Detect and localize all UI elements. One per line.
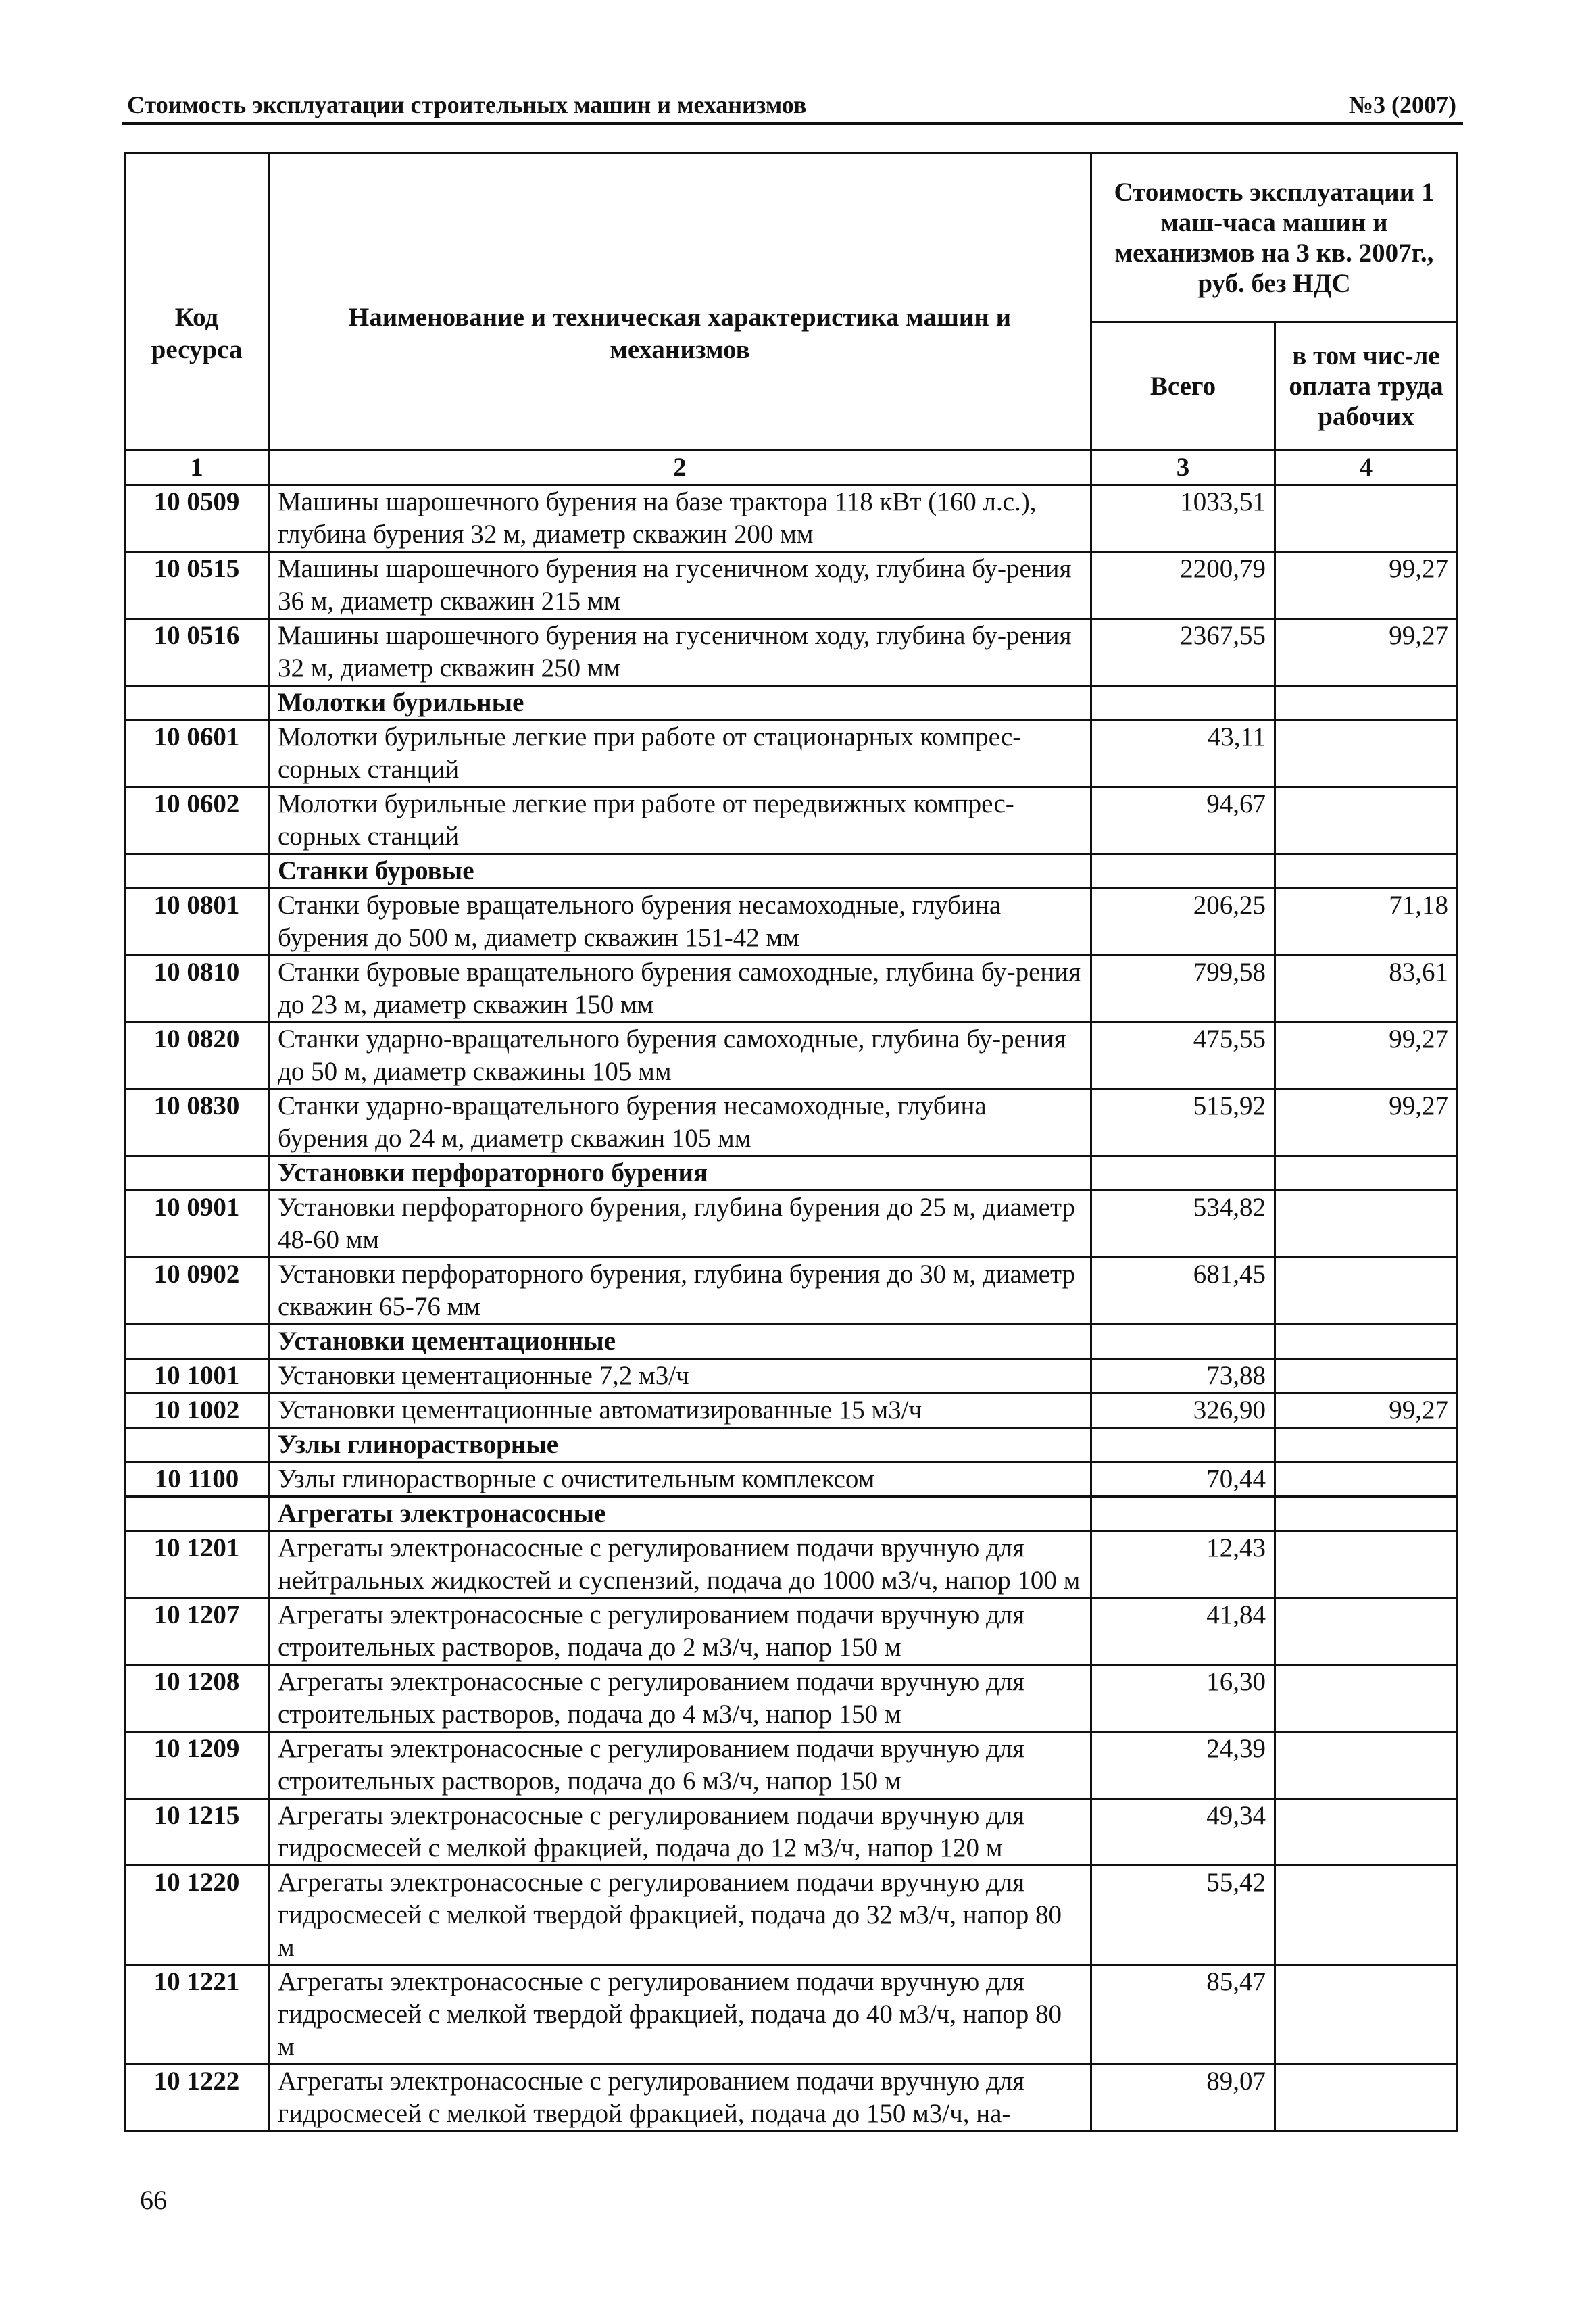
- table-row: [125, 1393, 1458, 1428]
- machine-name-cell: Станки ударно-вращательного бурения несамоходные, глубина бурения до 24 м, диаметр скважин 105 мм: [269, 1089, 1091, 1156]
- group-heading-row: [125, 1497, 1458, 1531]
- table-row: [125, 956, 1458, 1022]
- machine-name-cell: Молотки бурильные легкие при работе от передвижных компрес-сорных станций: [269, 787, 1091, 854]
- resource-code-cell: [125, 1497, 269, 1531]
- machine-name-cell: Установки цементационные 7,2 м3/ч: [269, 1359, 1091, 1393]
- resource-code-cell: 10 0509: [125, 485, 269, 552]
- labor-cost-cell: [1275, 787, 1458, 854]
- total-cost-cell: 206,25: [1091, 889, 1275, 956]
- resource-code-cell: 10 1209: [125, 1732, 269, 1799]
- machine-name-cell: Станки буровые: [269, 854, 1091, 889]
- labor-cost-cell: [1275, 854, 1458, 889]
- total-cost-cell: 89,07: [1091, 2065, 1275, 2131]
- total-cost-cell: 73,88: [1091, 1359, 1275, 1393]
- labor-cost-cell: [1275, 686, 1458, 720]
- total-cost-cell: 43,11: [1091, 720, 1275, 787]
- table-row: [125, 1191, 1458, 1258]
- labor-cost-cell: [1275, 1428, 1458, 1462]
- group-heading-row: [125, 1325, 1458, 1359]
- resource-code-cell: 10 1002: [125, 1393, 269, 1428]
- labor-cost-cell: [1275, 1965, 1458, 2065]
- total-cost-cell: 1033,51: [1091, 485, 1275, 552]
- group-heading-row: [125, 1428, 1458, 1462]
- machine-name-cell: Агрегаты электронасосные с регулированием подачи вручную для строительных растворов, подача до 6 м3/ч, напор 150 м: [269, 1732, 1091, 1799]
- table-body: [125, 485, 1458, 2131]
- total-cost-cell: 326,90: [1091, 1393, 1275, 1428]
- table-row: [125, 1462, 1458, 1497]
- labor-cost-cell: 99,27: [1275, 1089, 1458, 1156]
- total-cost-cell: 681,45: [1091, 1258, 1275, 1325]
- labor-cost-cell: 99,27: [1275, 1022, 1458, 1089]
- total-cost-cell: 49,34: [1091, 1799, 1275, 1866]
- total-cost-cell: 55,42: [1091, 1866, 1275, 1965]
- header-total: Всего: [1091, 322, 1275, 451]
- machine-name-cell: Установки цементационные: [269, 1325, 1091, 1359]
- resource-code-cell: [125, 686, 269, 720]
- labor-cost-cell: [1275, 1462, 1458, 1497]
- resource-code-cell: [125, 1428, 269, 1462]
- labor-cost-cell: [1275, 1191, 1458, 1258]
- machine-name-cell: Агрегаты электронасосные с регулированием подачи вручную для гидросмесей с мелкой твердой фракцией, подача до 150 м3/ч, на-: [269, 2065, 1091, 2131]
- machine-name-cell: Молотки бурильные легкие при работе от стационарных компрес-сорных станций: [269, 720, 1091, 787]
- resource-code-cell: 10 1222: [125, 2065, 269, 2131]
- labor-cost-cell: 99,27: [1275, 1393, 1458, 1428]
- total-cost-cell: [1091, 1428, 1275, 1462]
- total-cost-cell: 534,82: [1091, 1191, 1275, 1258]
- labor-cost-cell: 99,27: [1275, 552, 1458, 619]
- machine-name-cell: Станки буровые вращательного бурения самоходные, глубина бу-рения до 23 м, диаметр скважин 150 мм: [269, 956, 1091, 1022]
- total-cost-cell: 24,39: [1091, 1732, 1275, 1799]
- resource-code-cell: 10 0801: [125, 889, 269, 956]
- machine-cost-table: [124, 152, 1458, 2132]
- labor-cost-cell: [1275, 1258, 1458, 1325]
- total-cost-cell: 475,55: [1091, 1022, 1275, 1089]
- labor-cost-cell: [1275, 1359, 1458, 1393]
- labor-cost-cell: [1275, 1665, 1458, 1732]
- resource-code-cell: 10 1201: [125, 1531, 269, 1598]
- column-number-row: [125, 451, 1458, 485]
- table-row: [125, 1359, 1458, 1393]
- header-labor-cost: в том чис-ле оплата труда рабочих: [1275, 322, 1458, 451]
- machine-name-cell: Агрегаты электронасосные с регулированием подачи вручную для нейтральных жидкостей и суспензий, подача до 1000 м3/ч, напор 100 м: [269, 1531, 1091, 1598]
- machine-name-cell: Агрегаты электронасосные с регулированием подачи вручную для строительных растворов, подача до 4 м3/ч, напор 150 м: [269, 1665, 1091, 1732]
- running-header: [122, 88, 1463, 125]
- machine-name-cell: Установки перфораторного бурения, глубина бурения до 30 м, диаметр скважин 65-76 мм: [269, 1258, 1091, 1325]
- resource-code-cell: 10 1100: [125, 1462, 269, 1497]
- group-heading-row: [125, 1156, 1458, 1191]
- resource-code-cell: 10 0810: [125, 956, 269, 1022]
- resource-code-cell: 10 0830: [125, 1089, 269, 1156]
- total-cost-cell: 94,67: [1091, 787, 1275, 854]
- labor-cost-cell: [1275, 1866, 1458, 1965]
- table-row: [125, 619, 1458, 686]
- resource-code-cell: 10 0902: [125, 1258, 269, 1325]
- total-cost-cell: 41,84: [1091, 1598, 1275, 1665]
- labor-cost-cell: [1275, 1156, 1458, 1191]
- total-cost-cell: 12,43: [1091, 1531, 1275, 1598]
- labor-cost-cell: [1275, 1598, 1458, 1665]
- resource-code-cell: 10 0601: [125, 720, 269, 787]
- machine-name-cell: Молотки бурильные: [269, 686, 1091, 720]
- total-cost-cell: 2200,79: [1091, 552, 1275, 619]
- resource-code-cell: 10 0602: [125, 787, 269, 854]
- resource-code-cell: 10 0820: [125, 1022, 269, 1089]
- resource-code-cell: 10 0901: [125, 1191, 269, 1258]
- column-number: 4: [1275, 451, 1458, 485]
- machine-name-cell: Агрегаты электронасосные: [269, 1497, 1091, 1531]
- resource-code-cell: [125, 854, 269, 889]
- resource-code-cell: [125, 1156, 269, 1191]
- table-row: [125, 1022, 1458, 1089]
- resource-code-cell: 10 1208: [125, 1665, 269, 1732]
- total-cost-cell: [1091, 1497, 1275, 1531]
- header-operating-cost: Стоимость эксплуатации 1 маш-часа машин и механизмов на 3 кв. 2007г., руб. без НДС: [1091, 153, 1458, 322]
- issue-number: №3 (2007): [1348, 91, 1456, 118]
- machine-name-cell: Агрегаты электронасосные с регулированием подачи вручную для строительных растворов, подача до 2 м3/ч, напор 150 м: [269, 1598, 1091, 1665]
- header-machine-name: Наименование и техническая характеристика машин и механизмов: [269, 153, 1091, 451]
- total-cost-cell: [1091, 854, 1275, 889]
- machine-name-cell: Машины шарошечного бурения на гусеничном ходу, глубина бу-рения 36 м, диаметр скважин 215 мм: [269, 552, 1091, 619]
- machine-name-cell: Машины шарошечного бурения на гусеничном ходу, глубина бу-рения 32 м, диаметр скважин 250 мм: [269, 619, 1091, 686]
- table-row: [125, 1089, 1458, 1156]
- machine-name-cell: Узлы глинорастворные с очистительным комплексом: [269, 1462, 1091, 1497]
- table-row: [125, 1531, 1458, 1598]
- table-row: [125, 889, 1458, 956]
- labor-cost-cell: [1275, 485, 1458, 552]
- machine-name-cell: Машины шарошечного бурения на базе трактора 118 кВт (160 л.с.), глубина бурения 32 м, диаметр скважин 200 мм: [269, 485, 1091, 552]
- column-number: 2: [269, 451, 1091, 485]
- total-cost-cell: 515,92: [1091, 1089, 1275, 1156]
- table-row: [125, 1598, 1458, 1665]
- resource-code-cell: 10 1221: [125, 1965, 269, 2065]
- table-row: [125, 485, 1458, 552]
- group-heading-row: [125, 686, 1458, 720]
- total-cost-cell: 2367,55: [1091, 619, 1275, 686]
- table-row: [125, 1965, 1458, 2065]
- machine-name-cell: Установки цементационные автоматизированные 15 м3/ч: [269, 1393, 1091, 1428]
- table-row: [125, 720, 1458, 787]
- labor-cost-cell: 83,61: [1275, 956, 1458, 1022]
- machine-name-cell: Агрегаты электронасосные с регулированием подачи вручную для гидросмесей с мелкой твердой фракцией, подача до 40 м3/ч, напор 80 м: [269, 1965, 1091, 2065]
- labor-cost-cell: [1275, 1325, 1458, 1359]
- column-number: 3: [1091, 451, 1275, 485]
- group-heading-row: [125, 854, 1458, 889]
- total-cost-cell: [1091, 686, 1275, 720]
- machine-name-cell: Агрегаты электронасосные с регулированием подачи вручную для гидросмесей с мелкой фракцией, подача до 12 м3/ч, напор 120 м: [269, 1799, 1091, 1866]
- resource-code-cell: [125, 1325, 269, 1359]
- machine-name-cell: Станки буровые вращательного бурения несамоходные, глубина бурения до 500 м, диаметр скважин 151-42 мм: [269, 889, 1091, 956]
- page-number: 66: [140, 2185, 167, 2215]
- header-resource-code: Код ресурса: [125, 153, 269, 451]
- table-row: [125, 1665, 1458, 1732]
- machine-name-cell: Узлы глинорастворные: [269, 1428, 1091, 1462]
- total-cost-cell: 799,58: [1091, 956, 1275, 1022]
- machine-name-cell: Агрегаты электронасосные с регулированием подачи вручную для гидросмесей с мелкой твердой фракцией, подача до 32 м3/ч, напор 80 м: [269, 1866, 1091, 1965]
- resource-code-cell: 10 1220: [125, 1866, 269, 1965]
- total-cost-cell: 16,30: [1091, 1665, 1275, 1732]
- table-row: [125, 2065, 1458, 2131]
- resource-code-cell: 10 1207: [125, 1598, 269, 1665]
- machine-name-cell: Станки ударно-вращательного бурения самоходные, глубина бу-рения до 50 м, диаметр скважины 105 мм: [269, 1022, 1091, 1089]
- labor-cost-cell: [1275, 2065, 1458, 2131]
- table-row: [125, 1866, 1458, 1965]
- labor-cost-cell: 71,18: [1275, 889, 1458, 956]
- resource-code-cell: 10 0515: [125, 552, 269, 619]
- labor-cost-cell: [1275, 1799, 1458, 1866]
- labor-cost-cell: [1275, 1531, 1458, 1598]
- table-row: [125, 552, 1458, 619]
- labor-cost-cell: [1275, 720, 1458, 787]
- column-number: 1: [125, 451, 269, 485]
- table-row: [125, 1258, 1458, 1325]
- machine-name-cell: Установки перфораторного бурения: [269, 1156, 1091, 1191]
- resource-code-cell: 10 0516: [125, 619, 269, 686]
- machine-name-cell: Установки перфораторного бурения, глубина бурения до 25 м, диаметр 48-60 мм: [269, 1191, 1091, 1258]
- labor-cost-cell: [1275, 1732, 1458, 1799]
- labor-cost-cell: [1275, 1497, 1458, 1531]
- total-cost-cell: 85,47: [1091, 1965, 1275, 2065]
- table-row: [125, 1732, 1458, 1799]
- total-cost-cell: 70,44: [1091, 1462, 1275, 1497]
- labor-cost-cell: 99,27: [1275, 619, 1458, 686]
- table-row: [125, 1799, 1458, 1866]
- total-cost-cell: [1091, 1156, 1275, 1191]
- table-row: [125, 787, 1458, 854]
- resource-code-cell: 10 1001: [125, 1359, 269, 1393]
- resource-code-cell: 10 1215: [125, 1799, 269, 1866]
- publication-title: Стоимость эксплуатации строительных машин и механизмов: [127, 91, 807, 118]
- total-cost-cell: [1091, 1325, 1275, 1359]
